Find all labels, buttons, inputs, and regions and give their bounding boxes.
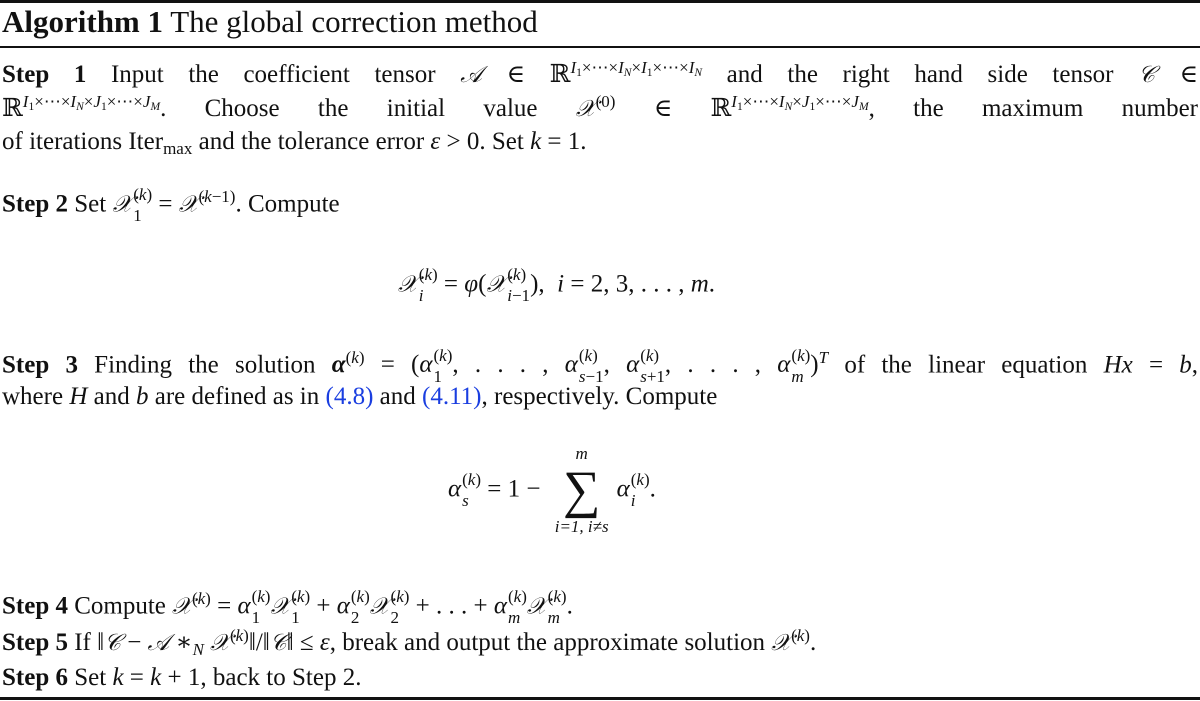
algorithm-label: Algorithm 1 <box>2 4 164 39</box>
step1-line2: ℝ$^{I_1\times\cdots\times I_N\times J_1\times\cdots\times J_M}$. Choose the initial value 𝒳$^{(0)}$ ∈ ℝ$^{I_1\times\cdots\times I_N\times J_1\times\cdots\times J_M}$, the maximum number <box>2 91 1198 122</box>
summation-sign: m ∑ i=1, i≠s <box>554 444 609 536</box>
step2-label: Step 2 <box>2 190 68 218</box>
step3-line1: Step 3 Finding the solution $\alpha^{(k)} = (\alpha$ (k) 1 , . . . , α (k) s−1 , α (k) s+1 , . . . , α (k) m )$^T$ of the linear equation Hx = b, <box>2 346 1199 386</box>
step6-line: Step 6 Set k = k + 1, back to Step 2. <box>2 664 362 691</box>
algorithm-caption <box>2 2 538 42</box>
step5-line: Step 5 If ‖𝒞 − 𝒜 $∗_N$ 𝒳$^{(k)}$‖/‖𝒞‖ ≤ ε, break and output the approximate solution 𝒳$^{(k)}$. <box>2 625 817 660</box>
step4-label: Step 4 <box>2 592 68 620</box>
step1-line3: of iterations Iter$_{max}$ and the tolerance error ε > 0. Set k = 1. <box>2 128 587 159</box>
step1-line1: Step 1 Input the coefficient tensor 𝒜 ∈ ℝ$^{I_1\times\cdots\times I_N\times I_1\times\cdots\times I_N}$ and the right hand side tensor 𝒞 ∈ <box>2 57 1198 88</box>
step2-display-equation: 𝒳 (k) i = φ(𝒳 (k) i−1 ), i = 2, 3, . . . , m. <box>398 265 716 305</box>
ref-eq-4-11[interactable]: (4.11) <box>422 383 482 410</box>
step3-line2: where H and b are defined as in (4.8) and (4.11), respectively. Compute <box>2 383 718 410</box>
step2-line: Step 2 Set 𝒳 (k) 1 = 𝒳$^{(k-1)}$. Compute <box>2 185 340 225</box>
step3-label: Step 3 <box>2 351 78 379</box>
ref-eq-4-8[interactable]: (4.8) <box>325 383 374 410</box>
caption-rule <box>0 46 1200 48</box>
step1-label: Step 1 <box>2 61 87 88</box>
step3-display-equation: α (k) s = 1 − m ∑ i=1, i≠s α (k) i . <box>448 444 656 536</box>
algorithm-title: The global correction method <box>170 4 538 39</box>
bottom-rule <box>0 697 1200 700</box>
step4-line: Step 4 Compute 𝒳$^{(k)}$ = α (k) 1 𝒳 (k) 1 + α (k) 2 𝒳 (k) 2 + . . . + α (k) m 𝒳 (k) m . <box>2 587 573 627</box>
step5-label: Step 5 <box>2 629 68 656</box>
step6-label: Step 6 <box>2 664 68 691</box>
